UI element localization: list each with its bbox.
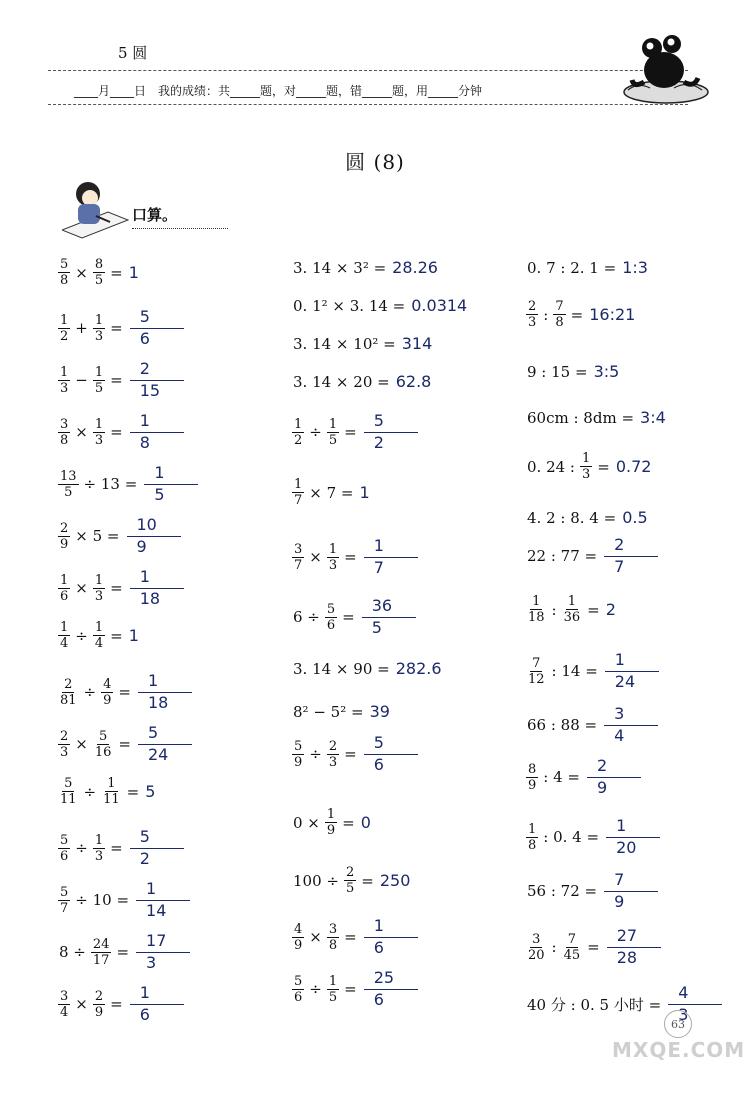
operator-text: + [75, 319, 88, 338]
handwritten-answer: $\frac{5}{6}$ [364, 735, 418, 774]
handwritten-answer: 0.0314 [411, 296, 468, 315]
operator-text: = [342, 608, 355, 627]
fraction: $\frac{1}{3}$ [328, 541, 338, 573]
fraction: $\frac{3}{8}$ [60, 416, 69, 448]
operator-text: 3. 14 × 20 = [293, 372, 390, 391]
operator-text: 40 分 : 0. 5 小时 = [527, 995, 662, 1014]
fraction: $\frac{5}{9}$ [294, 738, 303, 770]
fraction: $\frac{13}{5}$ [60, 468, 77, 500]
operator-text: = [587, 938, 600, 957]
operator-text: 0 × [293, 813, 320, 832]
problem-c1-r2 [56, 309, 184, 348]
problem-c3-r11 [524, 758, 641, 797]
operator-text: = [110, 626, 123, 645]
fraction: $\frac{3}{7}$ [294, 541, 303, 573]
problem-c2-r9 [290, 659, 442, 678]
handwritten-answer: $\frac{5}{6}$ [130, 309, 184, 348]
handwritten-answer: 314 [401, 334, 433, 353]
operator-text: 66 : 88 = [527, 716, 598, 735]
handwritten-answer: 1 [359, 483, 370, 502]
fraction: $\frac{2}{9}$ [60, 520, 69, 552]
operator-text: = [110, 423, 123, 442]
problem-c1-r9 [56, 673, 192, 712]
operator-text: ÷ 13 = [83, 475, 138, 494]
fraction: $\frac{1}{4}$ [94, 620, 104, 651]
fraction: $\frac{1}{7}$ [294, 477, 303, 508]
operator-text: 0. 24 : [527, 457, 575, 476]
handwritten-answer: $\frac{2}{9}$ [587, 758, 641, 797]
fraction: $\frac{1}{3}$ [94, 832, 104, 864]
problem-c2-r4 [290, 372, 431, 391]
fraction: $\frac{8}{5}$ [94, 257, 104, 288]
fraction: $\frac{5}{11}$ [60, 776, 77, 807]
operator-text: ÷ 10 = [75, 891, 130, 910]
problem-c1-r3 [56, 361, 184, 400]
handwritten-answer: $\frac{1}{18}$ [130, 569, 184, 608]
operator-text: = [116, 943, 130, 962]
fraction: $\frac{1}{2}$ [60, 312, 69, 344]
problem-c2-r12 [290, 808, 371, 837]
problem-c1-r11 [56, 777, 155, 806]
handwritten-answer: 62.8 [395, 372, 432, 391]
operator-text: ÷ [309, 745, 322, 764]
problem-c1-r6 [56, 517, 181, 556]
fraction: $\frac{7}{8}$ [555, 299, 564, 330]
handwritten-answer: $\frac{7}{9}$ [604, 872, 658, 911]
section-header: 5 圆 [118, 44, 148, 62]
operator-text: × 7 = [309, 483, 354, 502]
handwritten-answer: 39 [369, 702, 390, 721]
operator-text: = [344, 745, 357, 764]
operator-text: = [344, 548, 357, 567]
problem-c3-r9 [524, 652, 659, 691]
problem-c2-r8 [290, 598, 416, 637]
operator-text: × [75, 263, 88, 282]
handwritten-answer: $\frac{17}{3}$ [136, 933, 190, 972]
operator-text: : [551, 600, 557, 619]
operator-text: 22 : 77 = [527, 547, 598, 566]
operator-text: × 5 = [75, 527, 120, 546]
problem-c3-r7 [524, 537, 658, 576]
fraction: $\frac{2}{5}$ [345, 865, 355, 896]
handwritten-answer: $\frac{5}{24}$ [138, 725, 192, 764]
handwritten-answer: 250 [379, 871, 411, 890]
problem-c2-r2 [290, 296, 467, 315]
problem-c1-r5 [56, 465, 198, 504]
handwritten-answer: 1:3 [622, 258, 648, 277]
handwritten-answer: $\frac{1}{6}$ [364, 918, 418, 957]
operator-text: 56 : 72 = [527, 882, 598, 901]
fraction: $\frac{1}{3}$ [94, 312, 104, 344]
fraction: $\frac{5}{6}$ [60, 832, 69, 864]
problem-c2-r15 [290, 970, 418, 1009]
problem-c3-r2 [524, 300, 635, 329]
handwritten-answer: $\frac{1}{7}$ [364, 538, 418, 577]
fraction: $\frac{3}{4}$ [60, 988, 69, 1020]
page-title: 圆 (8) [345, 150, 405, 174]
operator-text: × [75, 579, 88, 598]
handwritten-answer: $\frac{4}{3}$ [668, 985, 722, 1024]
handwritten-answer: $\frac{36}{5}$ [362, 598, 416, 637]
frog-on-lilypad-illustration [614, 30, 710, 108]
handwritten-answer: 16:21 [589, 305, 636, 324]
operator-text: 100 ÷ [293, 871, 339, 890]
handwritten-answer: $\frac{1}{18}$ [138, 673, 192, 712]
fraction: $\frac{7}{12}$ [528, 655, 545, 687]
operator-text: 6 ÷ [293, 608, 320, 627]
operator-text: 4. 2 : 8. 4 = [527, 508, 617, 527]
handwritten-answer: $\frac{10}{9}$ [127, 517, 181, 556]
fraction: $\frac{2}{3}$ [60, 728, 69, 760]
fraction: $\frac{1}{9}$ [326, 807, 336, 838]
fraction: $\frac{1}{5}$ [328, 416, 338, 448]
operator-text: ÷ [309, 423, 322, 442]
handwritten-answer: 3:5 [593, 362, 620, 381]
operator-text: = [342, 813, 355, 832]
handwritten-answer: $\frac{3}{4}$ [604, 706, 658, 745]
handwritten-answer: 1 [128, 626, 139, 645]
fraction: $\frac{1}{5}$ [328, 973, 338, 1005]
operator-text: ÷ [83, 782, 97, 801]
fraction: $\frac{5}{6}$ [326, 601, 336, 633]
problem-c3-r4 [524, 408, 666, 427]
operator-text: 0. 7 : 2. 1 = [527, 258, 617, 277]
operator-text: 3. 14 × 90 = [293, 659, 390, 678]
fraction: $\frac{1}{4}$ [60, 620, 69, 651]
operator-text: = [361, 871, 374, 890]
fraction: $\frac{4}{9}$ [294, 921, 303, 953]
operator-text: = [110, 579, 123, 598]
problem-c1-r13 [56, 881, 190, 920]
problem-c3-r12 [524, 818, 660, 857]
problem-c2-r13 [290, 866, 410, 895]
handwritten-answer: 0.72 [615, 457, 652, 476]
fraction: $\frac{8}{9}$ [528, 761, 537, 793]
handwritten-answer: $\frac{5}{2}$ [130, 829, 184, 868]
operator-text: : [543, 305, 549, 324]
operator-text: = [597, 457, 610, 476]
handwritten-answer: $\frac{27}{28}$ [607, 928, 661, 967]
handwritten-answer: 2 [605, 600, 616, 619]
fraction: $\frac{1}{36}$ [563, 594, 581, 625]
fraction: $\frac{5}{8}$ [60, 257, 69, 288]
operator-text: 3. 14 × 3² = [293, 258, 387, 277]
handwritten-answer: $\frac{2}{7}$ [604, 537, 658, 576]
fraction: $\frac{1}{3}$ [60, 364, 69, 396]
operator-text: : 14 = [551, 662, 598, 681]
page-number: 63 [664, 1010, 692, 1038]
operator-text: 8 ÷ [59, 943, 86, 962]
problem-c1-r1 [56, 258, 139, 287]
fraction: $\frac{2}{3}$ [528, 299, 537, 330]
fraction: $\frac{1}{2}$ [294, 416, 303, 448]
problem-c2-r14 [290, 918, 418, 957]
student-writing-illustration [62, 176, 130, 240]
problem-c3-r1 [524, 258, 648, 277]
fraction: $\frac{2}{9}$ [94, 988, 104, 1020]
operator-text: = [587, 600, 600, 619]
fraction: $\frac{24}{17}$ [92, 936, 110, 968]
score-record-line: ____月____日 我的成绩：共_____题，对_____题，错_____题，用_____分钟 [74, 84, 483, 98]
problem-c3-r15 [524, 985, 722, 1024]
operator-text: × [75, 735, 88, 754]
operator-text: − [75, 371, 88, 390]
operator-text: 9 : 15 = [527, 362, 588, 381]
problem-c3-r6 [524, 508, 648, 527]
operator-text: = [570, 305, 584, 324]
handwritten-answer: $\frac{1}{6}$ [130, 985, 184, 1024]
operator-text: = [110, 263, 123, 282]
fraction: $\frac{5}{6}$ [294, 973, 303, 1005]
handwritten-answer: 282.6 [395, 659, 442, 678]
handwritten-answer: $\frac{5}{2}$ [364, 413, 418, 452]
handwritten-answer: 28.26 [392, 258, 438, 277]
header-divider-bottom [48, 104, 688, 105]
handwritten-answer: $\frac{1}{5}$ [144, 465, 198, 504]
fraction: $\frac{4}{9}$ [103, 676, 112, 708]
problem-c2-r7 [290, 538, 418, 577]
watermark: MXQE.COM [612, 1038, 746, 1062]
problem-c3-r13 [524, 872, 658, 911]
handwritten-answer: 1 [128, 263, 139, 282]
operator-text: 60cm : 8dm = [527, 408, 635, 427]
problem-c2-r5 [290, 413, 418, 452]
operator-text: ÷ [75, 626, 88, 645]
fraction: $\frac{5}{16}$ [94, 728, 112, 760]
handwritten-answer: $\frac{2}{15}$ [130, 361, 184, 400]
fraction: $\frac{7}{45}$ [563, 931, 581, 963]
operator-text: 8² − 5² = [293, 702, 364, 721]
problem-c1-r8 [56, 621, 139, 650]
operator-text: ÷ [75, 839, 88, 858]
handwritten-answer: $\frac{1}{24}$ [605, 652, 659, 691]
operator-text: = [344, 423, 357, 442]
operator-text: ÷ [309, 980, 322, 999]
handwritten-answer: $\frac{1}{14}$ [136, 881, 190, 920]
oral-label-underline [132, 228, 228, 229]
fraction: $\frac{2}{81}$ [60, 676, 77, 708]
handwritten-answer: 0.5 [622, 508, 648, 527]
problem-c2-r1 [290, 258, 438, 277]
problem-c3-r3 [524, 362, 619, 381]
operator-text: × [309, 928, 322, 947]
operator-text: = [118, 735, 131, 754]
problem-c1-r15 [56, 985, 184, 1024]
problem-c2-r6 [290, 478, 370, 507]
handwritten-answer: 0 [360, 813, 371, 832]
operator-text: = [344, 928, 357, 947]
operator-text: = [118, 683, 131, 702]
operator-text: = [110, 839, 123, 858]
fraction: $\frac{1}{5}$ [94, 364, 104, 396]
problem-c3-r5 [524, 452, 651, 481]
problem-c1-r4 [56, 413, 184, 452]
operator-text: = [126, 782, 140, 801]
oral-arithmetic-label: 口算。 [132, 206, 178, 224]
handwritten-answer: 3:4 [640, 408, 666, 427]
operator-text: ÷ [83, 683, 97, 702]
fraction: $\frac{3}{8}$ [328, 921, 338, 953]
operator-text: × [309, 548, 322, 567]
handwritten-answer: $\frac{1}{8}$ [130, 413, 184, 452]
operator-text: × [75, 423, 88, 442]
problem-c1-r10 [56, 725, 192, 764]
fraction: $\frac{1}{3}$ [94, 416, 104, 448]
problem-c2-r11 [290, 735, 418, 774]
problem-c1-r14 [56, 933, 190, 972]
fraction: $\frac{1}{11}$ [103, 776, 120, 807]
handwritten-answer: $\frac{1}{20}$ [606, 818, 660, 857]
problem-c2-r3 [290, 334, 432, 353]
operator-text: : 0. 4 = [543, 828, 600, 847]
operator-text: 3. 14 × 10² = [293, 334, 396, 353]
operator-text: = [344, 980, 357, 999]
operator-text: 0. 1² × 3. 14 = [293, 296, 406, 315]
operator-text: × [75, 995, 88, 1014]
handwritten-answer: 5 [145, 782, 156, 801]
fraction: $\frac{3}{20}$ [528, 931, 545, 963]
operator-text: = [110, 995, 123, 1014]
problem-c3-r8 [524, 595, 616, 624]
problem-c3-r10 [524, 706, 658, 745]
operator-text: : [551, 938, 557, 957]
fraction: $\frac{1}{18}$ [528, 594, 545, 625]
problem-c3-r14 [524, 928, 661, 967]
fraction: $\frac{1}{3}$ [582, 451, 591, 482]
operator-text: = [110, 319, 123, 338]
fraction: $\frac{1}{3}$ [94, 572, 104, 604]
header-divider-top [48, 70, 688, 71]
problem-c1-r7 [56, 569, 184, 608]
fraction: $\frac{1}{6}$ [60, 572, 69, 604]
handwritten-answer: $\frac{25}{6}$ [364, 970, 418, 1009]
problem-c1-r12 [56, 829, 184, 868]
operator-text: : 4 = [543, 768, 580, 787]
fraction: $\frac{1}{8}$ [528, 821, 537, 853]
fraction: $\frac{5}{7}$ [60, 884, 69, 916]
problem-c2-r10 [290, 702, 390, 721]
operator-text: = [110, 371, 123, 390]
fraction: $\frac{2}{3}$ [328, 738, 338, 770]
